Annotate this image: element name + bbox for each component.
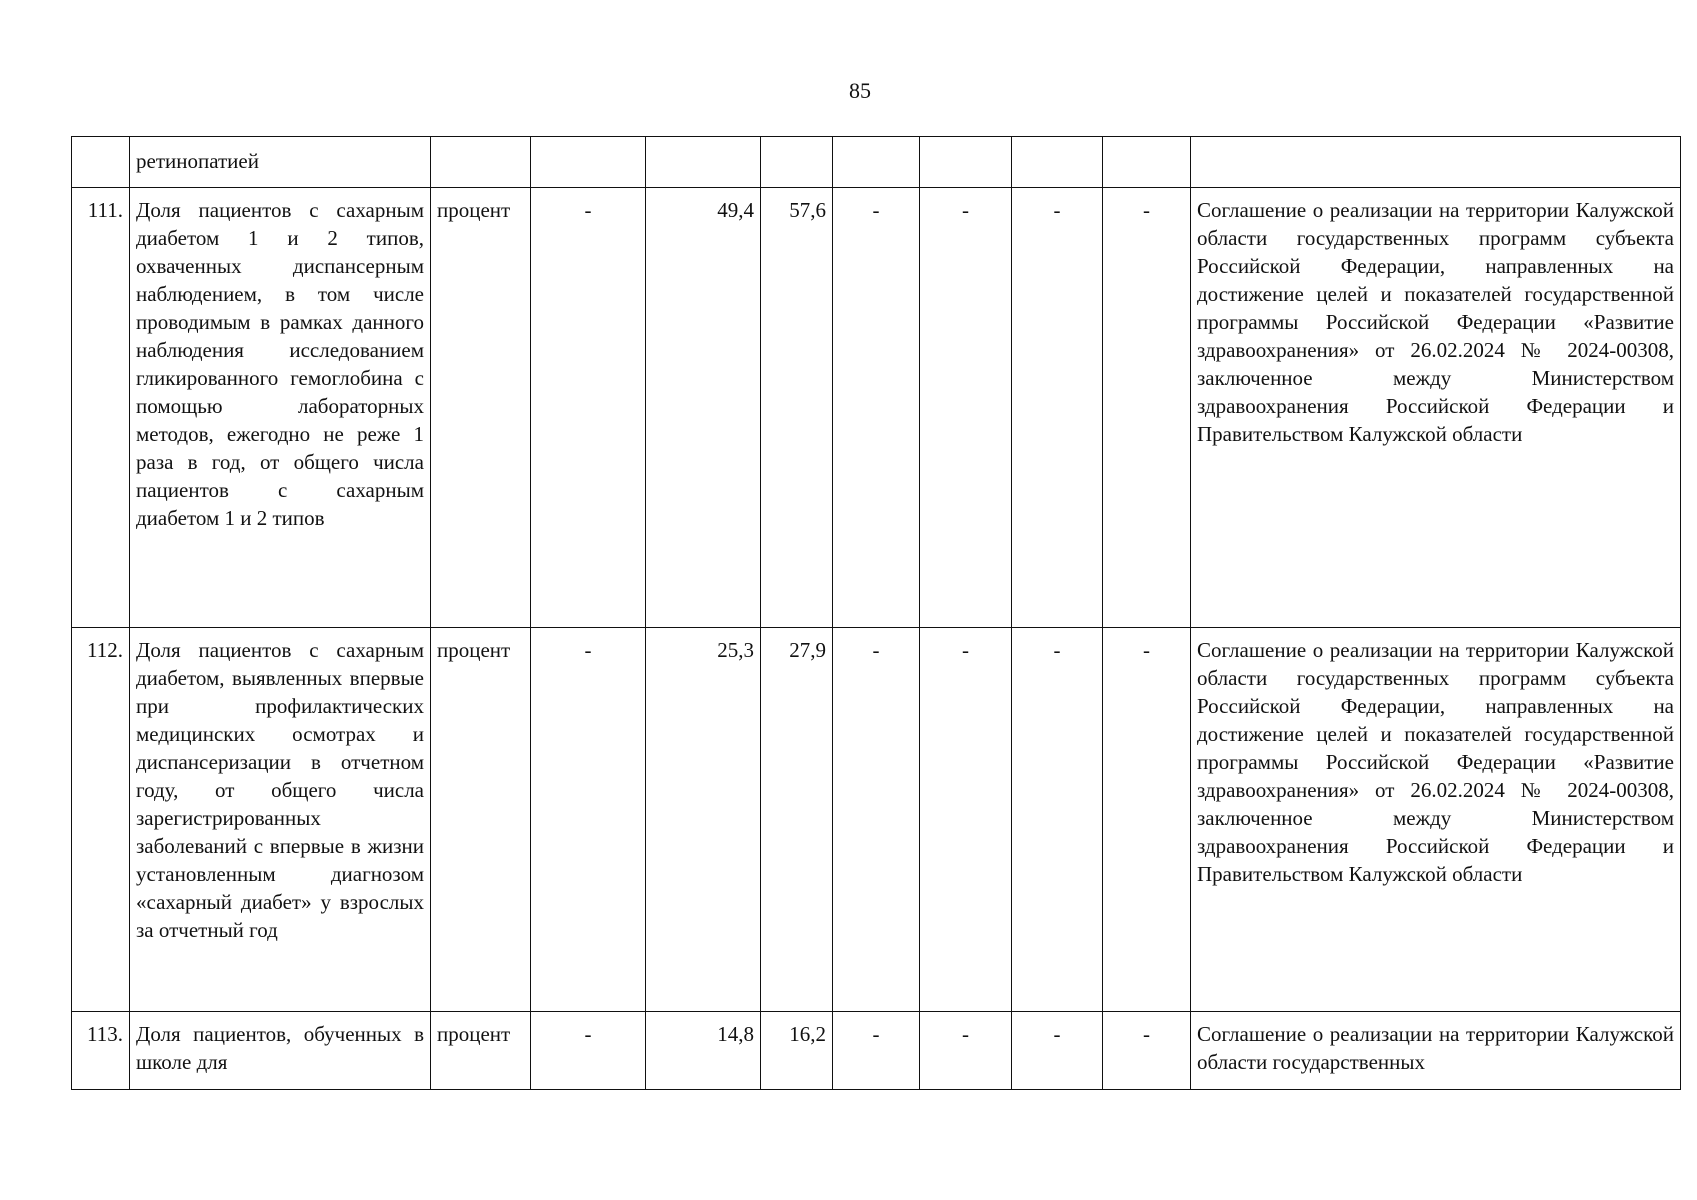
indicator-name-cell — [130, 188, 431, 628]
page-number: 85 — [849, 78, 871, 103]
row-number-cell: 113. — [72, 1012, 130, 1090]
table-row — [72, 1012, 1681, 1090]
row-number-cell — [72, 137, 130, 188]
value-cell: - — [920, 628, 1012, 1012]
base-value-cell: - — [531, 628, 646, 1012]
value-cell: - — [920, 188, 1012, 628]
value-cell — [1103, 137, 1191, 188]
value-cell: 57,6 — [761, 188, 833, 628]
value-cell: - — [833, 1012, 920, 1090]
value-cell: - — [1012, 188, 1103, 628]
base-value-cell — [531, 137, 646, 188]
base-value-cell: - — [531, 1012, 646, 1090]
indicator-name-cell — [130, 1012, 431, 1090]
value-cell: 16,2 — [761, 1012, 833, 1090]
indicator-name-cell — [130, 628, 431, 1012]
value-cell: 14,8 — [646, 1012, 761, 1090]
value-cell: - — [833, 628, 920, 1012]
value-cell — [761, 137, 833, 188]
value-cell: 25,3 — [646, 628, 761, 1012]
indicator-name-text: Доля пациентов с сахарным диабетом, выявленных впервые при профилактических медицинских осмотрах и диспансеризации в отчетном году, от общего числа зарегистрированных заболеваний с впервые в жизни установленным диагнозом «сахарный диабет» у взрослых за отчетный год — [136, 638, 424, 942]
basis-cell — [1191, 188, 1681, 628]
value-cell — [1012, 137, 1103, 188]
value-cell — [646, 137, 761, 188]
basis-text: Соглашение о реализации на территории Калужской области государственных программ субъекта Российской Федерации, направленных на достижение целей и показателей государственной программы Российской Федерации «Развитие здравоохранения» от 26.02.2024 № 2024-00308, заключенное между Министерством здравоохранения Российской Федерации и Правительством Калужской области — [1197, 638, 1674, 886]
value-cell: - — [1103, 188, 1191, 628]
row-number-cell: 111. — [72, 188, 130, 628]
base-value-cell: - — [531, 188, 646, 628]
indicators-table — [71, 136, 1681, 1090]
value-cell: - — [1103, 1012, 1191, 1090]
value-cell: 49,4 — [646, 188, 761, 628]
table-row — [72, 188, 1681, 628]
basis-text: Соглашение о реализации на территории Калужской области государственных — [1197, 1022, 1674, 1074]
value-cell: 27,9 — [761, 628, 833, 1012]
unit-cell: процент — [431, 1012, 531, 1090]
basis-text: Соглашение о реализации на территории Калужской области государственных программ субъекта Российской Федерации, направленных на достижение целей и показателей государственной программы Российской Федерации «Развитие здравоохранения» от 26.02.2024 № 2024-00308, заключенное между Министерством здравоохранения Российской Федерации и Правительством Калужской области — [1197, 198, 1674, 446]
basis-cell — [1191, 1012, 1681, 1090]
unit-cell: процент — [431, 628, 531, 1012]
unit-cell — [431, 137, 531, 188]
row-number-cell: 112. — [72, 628, 130, 1012]
value-cell: - — [920, 1012, 1012, 1090]
value-cell: - — [1012, 1012, 1103, 1090]
basis-cell — [1191, 628, 1681, 1012]
value-cell: - — [1012, 628, 1103, 1012]
table-row — [72, 628, 1681, 1012]
value-cell — [920, 137, 1012, 188]
table-row-continued — [72, 137, 1681, 188]
basis-cell — [1191, 137, 1681, 188]
indicator-name-text: Доля пациентов, обученных в школе для — [136, 1022, 424, 1074]
value-cell: - — [833, 188, 920, 628]
indicator-name-text: Доля пациентов с сахарным диабетом 1 и 2 типов, охваченных диспансерным наблюдением, в том числе проводимым в рамках данного наблюдения исследованием гликированного гемоглобина с помощью лабораторных методов, ежегодно не реже 1 раза в год, от общего числа пациентов с сахарным диабетом 1 и 2 типов — [136, 198, 424, 530]
indicator-name-cell: ретинопатией — [130, 137, 431, 188]
value-cell — [833, 137, 920, 188]
unit-cell: процент — [431, 188, 531, 628]
value-cell: - — [1103, 628, 1191, 1012]
